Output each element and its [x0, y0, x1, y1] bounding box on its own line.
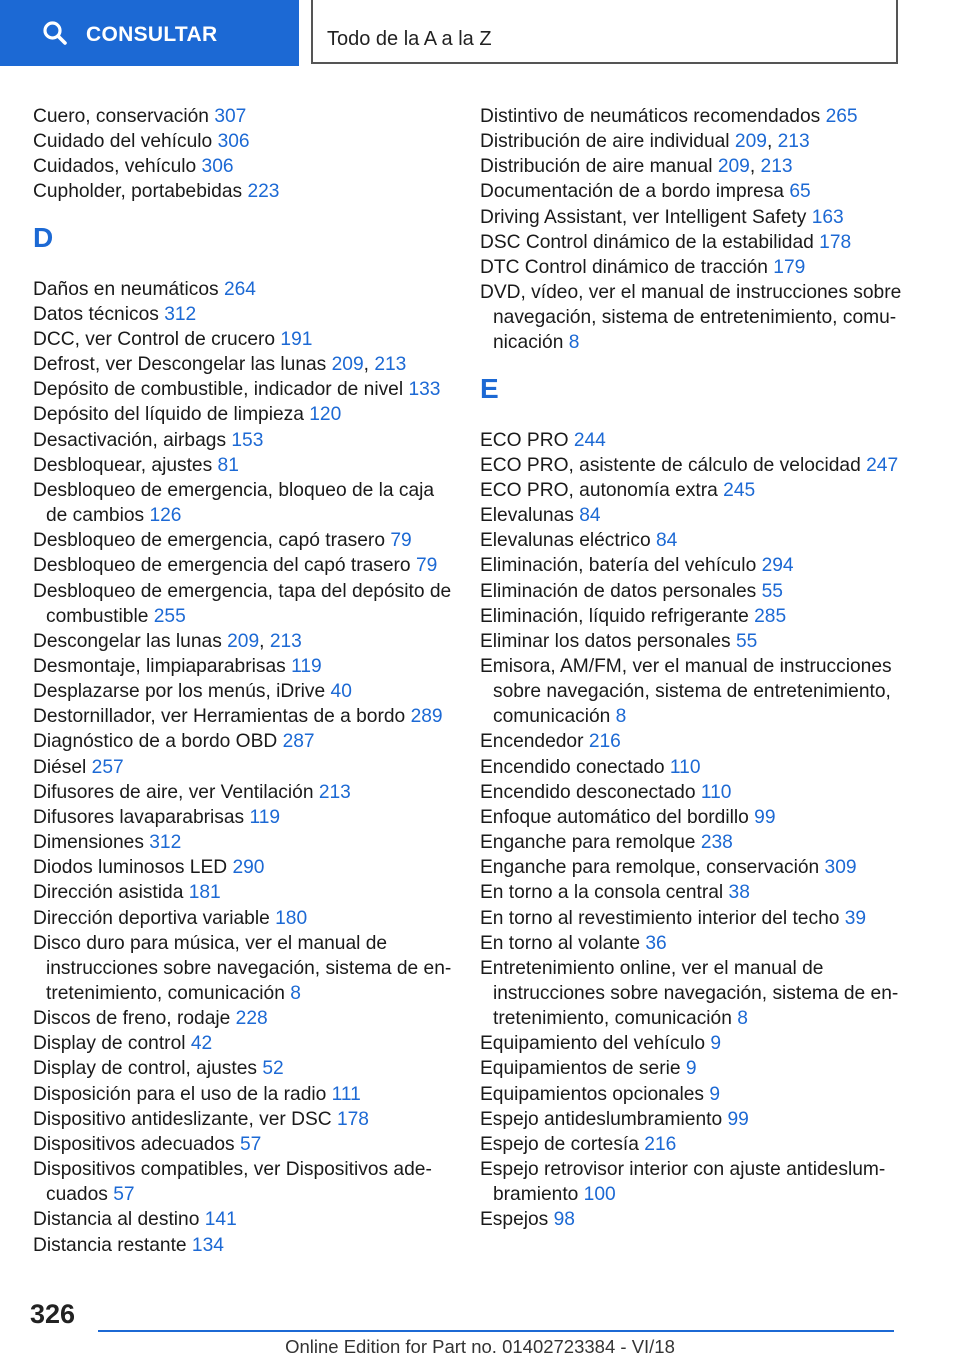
- section-letter: E: [480, 372, 499, 404]
- index-entry: [33, 880, 453, 905]
- index-entry-text: Cupholder, portabebidas: [33, 181, 243, 203]
- index-entry: [33, 528, 453, 553]
- page-link[interactable]: 213: [777, 131, 810, 153]
- index-entry-text: Discos de freno, rodaje: [33, 1008, 231, 1030]
- index-entry: [33, 553, 453, 578]
- index-entry: [480, 1107, 905, 1132]
- page-link[interactable]: 289: [410, 706, 443, 728]
- index-entry: Distribución de aire individual 209, 213: [480, 131, 810, 153]
- index-entry-text: Encendido desconectado: [480, 781, 696, 803]
- index-entry-text: Descongelar las lunas: [33, 630, 222, 652]
- index-entry-text: Diodos luminosos LED: [33, 857, 228, 879]
- index-entry: [33, 1233, 453, 1258]
- index-entry: [480, 729, 905, 754]
- page-link[interactable]: 245: [723, 479, 756, 501]
- page-link[interactable]: 307: [214, 106, 247, 127]
- page-link[interactable]: 8: [290, 983, 301, 1004]
- index-entry-text: Equipamientos opcionales: [480, 1083, 705, 1105]
- index-entry: [33, 579, 453, 629]
- page-link[interactable]: 209: [227, 630, 260, 652]
- index-entry-text: Cuero, conservación: [33, 106, 209, 127]
- page-link[interactable]: 8: [737, 1008, 748, 1030]
- index-entry: [480, 604, 905, 629]
- index-entry: [480, 805, 905, 830]
- page-link[interactable]: 65: [789, 181, 811, 203]
- page-link[interactable]: 42: [190, 1033, 213, 1055]
- index-entry-text: Desbloqueo de emergencia, tapa del depósito de combustible: [33, 580, 452, 627]
- page-link[interactable]: 39: [844, 907, 867, 929]
- index-entry: [33, 1132, 453, 1157]
- index-entry: [33, 302, 453, 327]
- index-entry: [33, 402, 453, 427]
- index-entry-text: Desplazarse por los menús, iDrive: [33, 681, 326, 703]
- page-link[interactable]: 264: [223, 278, 256, 300]
- page-link[interactable]: 111: [331, 1083, 361, 1105]
- index-entry: [33, 729, 453, 754]
- index-entry-text: Defrost, ver Descongelar las lunas: [33, 354, 327, 376]
- index-entry-text: Desmontaje, limpiaparabrisas: [33, 655, 286, 677]
- page-link[interactable]: 9: [709, 1083, 721, 1105]
- index-entry: [480, 1056, 905, 1081]
- page-link[interactable]: 309: [824, 857, 857, 879]
- index-entry-text: Driving Assistant, ver Intelligent Safety: [480, 206, 807, 228]
- index-entry-text: Eliminación, líquido refrigerante: [480, 605, 749, 627]
- page-link[interactable]: 98: [553, 1209, 575, 1231]
- page-link[interactable]: 306: [201, 156, 234, 178]
- index-column-left: [33, 104, 453, 1258]
- index-entry: [480, 1157, 905, 1207]
- page-link[interactable]: 126: [149, 505, 182, 527]
- page-link[interactable]: 191: [280, 328, 313, 350]
- index-entry: [33, 327, 453, 352]
- index-entry-text: Entretenimiento online, ver el manual de instrucciones sobre navegación, sistema de entretenimiento, comunicación: [480, 957, 899, 1030]
- index-entry: [33, 377, 453, 402]
- page-link[interactable]: 244: [573, 429, 606, 451]
- index-entry-text: Cuidados, vehículo: [33, 156, 197, 178]
- index-entry: [33, 679, 453, 704]
- index-entry-text: DVD, vídeo, ver el manual de instrucciones sobre navegación, sistema de entretenimiento, comunicación: [480, 282, 902, 354]
- index-entry-text: Disco duro para música, ver el manual de instrucciones sobre navegación, sistema de entretenimiento, comunicación: [33, 932, 452, 1004]
- index-entry-text: Equipamiento del vehículo: [480, 1033, 706, 1055]
- index-entry: [33, 1056, 453, 1081]
- page-link[interactable]: 180: [275, 907, 308, 929]
- index-entry-text: En torno al revestimiento interior del techo: [480, 907, 840, 929]
- page-link[interactable]: 213: [269, 630, 302, 652]
- index-entry: [480, 755, 905, 780]
- index-entry-text: Emisora, AM/FM, ver el manual de instrucciones sobre navegación, sistema de entretenimiento, comunicación: [480, 655, 892, 728]
- index-entry: [33, 1107, 453, 1132]
- index-entry-text: Distintivo de neumáticos recomendados: [480, 106, 821, 127]
- page-link[interactable]: 265: [825, 106, 858, 127]
- page-link[interactable]: 36: [645, 932, 667, 954]
- footer-divider: [98, 1330, 894, 1332]
- index-entry-text: Dirección deportiva variable: [33, 907, 270, 929]
- index-entry: [33, 906, 453, 931]
- page-link[interactable]: 55: [735, 630, 758, 652]
- search-button-label: CONSULTAR: [86, 22, 218, 46]
- index-entry-text: DCC, ver Control de crucero: [33, 328, 276, 350]
- page-link[interactable]: 163: [811, 206, 844, 228]
- page-link[interactable]: 134: [191, 1234, 224, 1256]
- index-entry-text: Desactivación, airbags: [33, 429, 227, 451]
- index-entry: [480, 1082, 905, 1107]
- index-entry-text: Cuidado del vehículo: [33, 131, 213, 153]
- index-entry-text: DTC Control dinámico de tracción: [480, 256, 768, 278]
- index-entry: [480, 1207, 905, 1232]
- index-entry: [480, 205, 905, 230]
- index-entry: [33, 1207, 453, 1232]
- page-link[interactable]: 79: [415, 555, 438, 577]
- index-entry: [480, 104, 905, 129]
- index-entry-text: Elevalunas eléctrico: [480, 530, 651, 552]
- index-entry: [33, 154, 453, 179]
- page-link[interactable]: 133: [408, 379, 441, 401]
- page-link[interactable]: 312: [149, 832, 182, 854]
- page-link[interactable]: 216: [644, 1133, 677, 1155]
- index-entry-text: En torno a la consola central: [480, 882, 724, 904]
- index-entry-text: Dirección asistida: [33, 882, 184, 904]
- index-entry-text: Disposición para el uso de la radio: [33, 1083, 327, 1105]
- index-entry-text: Desbloquear, ajustes: [33, 454, 213, 476]
- index-entry: [33, 478, 453, 528]
- page-link[interactable]: 181: [188, 882, 221, 904]
- index-column-right: [480, 104, 905, 1233]
- index-entry: [480, 230, 905, 255]
- page-link[interactable]: 84: [579, 505, 601, 527]
- index-entry-text: Display de control: [33, 1033, 186, 1055]
- page-link[interactable]: 178: [819, 231, 852, 253]
- page-number: 326: [30, 1299, 76, 1329]
- index-entry: [33, 1082, 453, 1107]
- index-entry-text: Enganche para remolque: [480, 832, 696, 854]
- index-entry: [33, 129, 453, 154]
- index-entry: [480, 255, 905, 280]
- page-link[interactable]: 9: [685, 1058, 697, 1080]
- index-entry-text: Display de control, ajustes: [33, 1058, 257, 1080]
- index-entry-text: Distancia al destino: [33, 1209, 200, 1231]
- index-entry-text: Desbloqueo de emergencia, capó trasero: [33, 530, 385, 552]
- page-link[interactable]: 238: [700, 832, 733, 854]
- index-entry: [480, 830, 905, 855]
- index-entry-text: Depósito de combustible, indicador de nivel: [33, 379, 404, 401]
- index-entry-text: Difusores de aire, ver Ventilación: [33, 781, 314, 803]
- index-entry-text: Eliminación de datos personales: [480, 580, 757, 602]
- index-entry: [480, 503, 905, 528]
- index-entry: [480, 179, 905, 204]
- index-entry-text: Elevalunas: [480, 505, 574, 527]
- index-entry: [480, 629, 905, 654]
- search-icon: [42, 20, 68, 46]
- page-link[interactable]: 213: [760, 156, 793, 178]
- page-link[interactable]: 209: [734, 131, 767, 153]
- page-link[interactable]: 8: [615, 706, 627, 728]
- index-entry-text: Distribución de aire manual: [480, 156, 713, 178]
- page-link[interactable]: 179: [773, 256, 806, 278]
- page-link[interactable]: 8: [568, 332, 580, 354]
- page-link[interactable]: 52: [262, 1058, 284, 1080]
- page-link[interactable]: 213: [374, 354, 407, 376]
- index-entry: [33, 931, 453, 1006]
- index-entry-text: Dispositivos adecuados: [33, 1133, 235, 1155]
- index-entry-text: ECO PRO: [480, 429, 569, 451]
- page-link[interactable]: 209: [717, 156, 750, 178]
- index-entry: [480, 280, 905, 355]
- page-link[interactable]: 209: [331, 354, 364, 376]
- header: [0, 0, 960, 66]
- page-link[interactable]: 294: [761, 555, 794, 577]
- page-link[interactable]: 119: [291, 655, 322, 677]
- page-link[interactable]: 9: [710, 1033, 722, 1055]
- page-link[interactable]: 110: [669, 756, 701, 778]
- edition-text: Online Edition for Part no. 01402723384 - VI/18: [285, 1336, 675, 1357]
- index-entry-text: Encendido conectado: [480, 756, 665, 778]
- page-link[interactable]: 100: [583, 1184, 616, 1206]
- page-link[interactable]: 285: [754, 605, 787, 627]
- tab-a-to-z[interactable]: [311, 0, 898, 64]
- index-entry-text: Datos técnicos: [33, 303, 159, 325]
- page-link[interactable]: 287: [282, 731, 315, 753]
- index-entry: [480, 654, 905, 729]
- index-entry: [480, 780, 905, 805]
- index-entry-text: DSC Control dinámico de la estabilidad: [480, 231, 814, 253]
- index-entry: [480, 1031, 905, 1056]
- page-link[interactable]: 178: [336, 1108, 369, 1130]
- page-link[interactable]: 55: [761, 580, 783, 602]
- index-entry-text: Eliminación, batería del vehículo: [480, 555, 757, 577]
- page-link[interactable]: 213: [318, 781, 351, 803]
- index-entry: [33, 830, 453, 855]
- page-link[interactable]: 57: [239, 1133, 262, 1155]
- page-link[interactable]: 247: [866, 454, 899, 476]
- index-entry-text: Espejo antideslumbramiento: [480, 1108, 723, 1130]
- index-entry-text: Espejo de cortesía: [480, 1133, 639, 1155]
- page-link[interactable]: 306: [217, 131, 250, 153]
- index-entry-text: ECO PRO, asistente de cálculo de velocidad: [480, 454, 861, 476]
- index-entry-text: Distancia restante: [33, 1234, 187, 1256]
- page-link[interactable]: 99: [727, 1108, 749, 1130]
- index-entry: [33, 104, 453, 129]
- index-entry-text: ECO PRO, autonomía extra: [480, 479, 718, 501]
- index-entry-text: Diésel: [33, 756, 87, 778]
- page-link[interactable]: 119: [249, 806, 281, 828]
- page-link[interactable]: 57: [113, 1184, 135, 1206]
- page-link[interactable]: 79: [390, 530, 412, 552]
- index-entry-text: Destornillador, ver Herramientas de a bordo: [33, 706, 406, 728]
- index-entry: [480, 428, 905, 453]
- tab-label: Todo de la A a la Z: [327, 28, 492, 50]
- index-entry: Distribución de aire manual 209, 213: [480, 156, 793, 178]
- index-entry-text: Equipamientos de serie: [480, 1058, 681, 1080]
- page-link[interactable]: 255: [153, 605, 186, 627]
- page-link[interactable]: 84: [656, 530, 678, 552]
- index-entry: [33, 855, 453, 880]
- index-entry-text: Daños en neumáticos: [33, 278, 219, 300]
- search-button[interactable]: [0, 0, 299, 66]
- index-entry: [480, 579, 905, 604]
- index-entry: [33, 428, 453, 453]
- page-link[interactable]: 223: [247, 181, 280, 203]
- index-entry-text: Dispositivos compatibles, ver Dispositivos adecuados: [33, 1159, 432, 1206]
- index-entry-text: Dimensiones: [33, 832, 144, 854]
- index-entry: [33, 704, 453, 729]
- index-entry-text: Enfoque automático del bordillo: [480, 806, 749, 828]
- page-link[interactable]: 110: [700, 781, 732, 803]
- index-entry: [33, 277, 453, 302]
- index-entry: [480, 1132, 905, 1157]
- index-entry: [33, 453, 453, 478]
- index-entry: [480, 453, 905, 478]
- index-entry: [33, 780, 453, 805]
- index-entry-text: Eliminar los datos personales: [480, 630, 731, 652]
- page-link[interactable]: 40: [330, 681, 352, 703]
- index-entry: [33, 805, 453, 830]
- index-entry-text: Encendedor: [480, 731, 584, 753]
- page-link[interactable]: 216: [588, 731, 621, 753]
- index-entry-text: Depósito del líquido de limpieza: [33, 404, 304, 426]
- index-entry-text: Desbloqueo de emergencia, bloqueo de la caja de cambios: [33, 479, 435, 527]
- page-link[interactable]: 120: [309, 404, 342, 426]
- index-entry: [33, 179, 453, 204]
- index-entry: [480, 956, 905, 1031]
- page-link[interactable]: 153: [231, 429, 264, 451]
- page-link[interactable]: 141: [204, 1209, 237, 1231]
- index-entry: [480, 855, 905, 880]
- index-entry: Defrost, ver Descongelar las lunas 209, 213: [33, 354, 407, 376]
- index-entry-text: Enganche para remolque, conservación: [480, 857, 820, 879]
- page-link[interactable]: 81: [217, 454, 239, 476]
- index-entry-text: Desbloqueo de emergencia del capó trasero: [33, 555, 411, 577]
- index-entry-text: En torno al volante: [480, 932, 641, 954]
- index-entry: [33, 755, 453, 780]
- page-link[interactable]: 38: [728, 882, 750, 904]
- index-entry-text: Espejos: [480, 1209, 549, 1231]
- index-entry: [33, 1031, 453, 1056]
- index-entry: [480, 931, 905, 956]
- page-link[interactable]: 312: [164, 303, 197, 325]
- index-entry: [480, 528, 905, 553]
- index-entry: [480, 553, 905, 578]
- page-link[interactable]: 228: [235, 1008, 268, 1030]
- index-entry-text: Difusores lavaparabrisas: [33, 806, 245, 828]
- index-entry: [33, 1006, 453, 1031]
- index-entry-text: Documentación de a bordo impresa: [480, 181, 784, 203]
- index-entry-text: Espejo retrovisor interior con ajuste antideslumbramiento: [480, 1159, 886, 1206]
- page-link[interactable]: 257: [91, 756, 124, 778]
- index-entry: [33, 654, 453, 679]
- section-letter: D: [33, 221, 54, 253]
- index-entry-text: Distribución de aire individual: [480, 131, 730, 153]
- index-entry: Descongelar las lunas 209, 213: [33, 630, 302, 652]
- page-link[interactable]: 290: [232, 857, 265, 879]
- index-entry-text: Diagnóstico de a bordo OBD: [33, 731, 278, 753]
- index-entry: [480, 478, 905, 503]
- index-entry: [480, 880, 905, 905]
- page-link[interactable]: 99: [754, 806, 776, 828]
- index-entry-text: Dispositivo antideslizante, ver DSC: [33, 1108, 332, 1130]
- index-entry: [480, 906, 905, 931]
- index-entry: [33, 1157, 453, 1207]
